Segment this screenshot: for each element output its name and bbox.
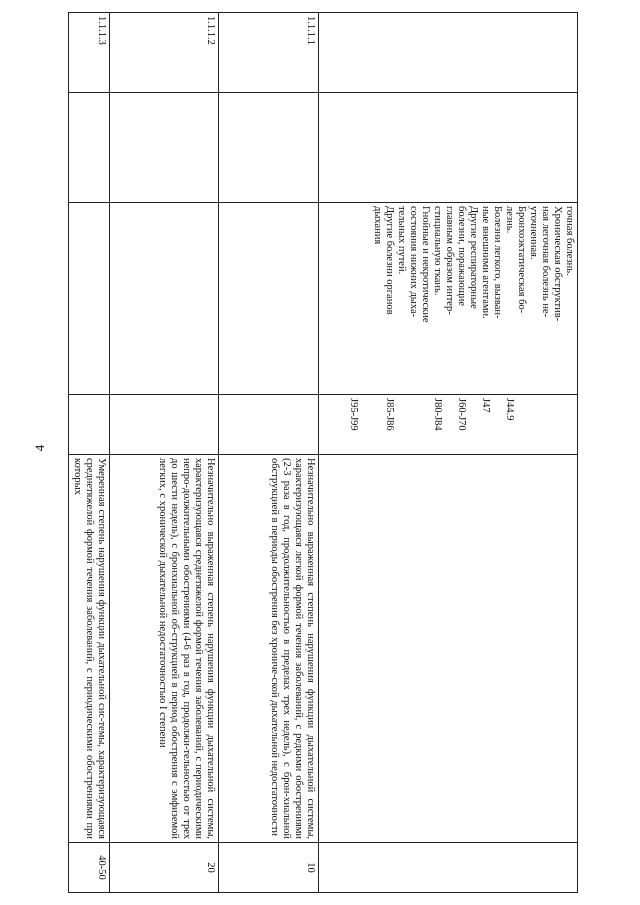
row-percent: 10 xyxy=(219,843,319,893)
diagnosis-line: Болезни легкого, вызван- xyxy=(492,206,503,319)
icd-cell xyxy=(319,395,578,455)
icd-code: J44.9 xyxy=(504,398,515,421)
table-row xyxy=(69,13,110,893)
icd-code: J85-J86 xyxy=(384,398,395,431)
page-number: 4 xyxy=(32,444,47,452)
class-cell xyxy=(219,93,319,203)
rotated-table-container xyxy=(72,12,578,892)
icd-code: J60-J70 xyxy=(456,398,467,431)
diagnosis-cell xyxy=(219,203,319,395)
diagnosis-line: Другие респираторные xyxy=(468,206,479,309)
diagnosis-line: стициальную ткань. xyxy=(432,206,443,296)
diagnosis-line: главным образом интер- xyxy=(444,206,455,315)
diagnosis-cell xyxy=(319,203,578,395)
table-row xyxy=(219,13,319,893)
percent-cell xyxy=(319,843,578,893)
class-cell xyxy=(110,93,219,203)
row-description: Умеренная степень нарушения функции дыхательной сис-темы, характеризующаяся среднетяжелой формой течения заболеваний, с периодическими обострениями при которых xyxy=(69,455,110,843)
diagnosis-line: лезнь. xyxy=(504,206,515,234)
class-cell xyxy=(319,93,578,203)
diagnosis-line: болезни, поражающие xyxy=(456,206,467,307)
row-code: 1.1.1.1 xyxy=(219,13,319,93)
table-row xyxy=(110,13,219,893)
row-description: Незначительно выраженная степень нарушения функции дыхательной системы, характеризующаяся легкой формой течения заболеваний, с редкими обострениями (2-3 раза в год, продолжительностью в пределах трех недель), с брон-хиальной обструкцией в периоды обострения без хрониче-ской дыхательной недостаточности xyxy=(219,455,319,843)
diagnosis-line: ная легочная болезнь не- xyxy=(540,206,551,318)
disability-criteria-table xyxy=(68,12,578,893)
diagnosis-line: гочная болезнь. xyxy=(564,206,575,276)
diagnosis-line: тельных путей. xyxy=(396,206,407,275)
class-cell xyxy=(69,93,110,203)
row-description: Незначительно выраженная степень нарушения функции дыхательной системы, характеризующаяся среднетяжелой формой течения заболеваний, с периодическими непро-должительными обострениями (4-6 раз в год, продолжи-тельностью от трех до шести недель), с бронхиальной об-струкцией в период обострения с эмфиземой легких, с хронической дыхательной недостаточностью I степени xyxy=(110,455,219,843)
icd-code: J80-J84 xyxy=(432,398,443,431)
diagnosis-cell xyxy=(69,203,110,395)
diagnosis-line: Бронхоэктатическая бо- xyxy=(516,206,527,314)
continuation-row xyxy=(319,13,578,893)
diagnosis-line: дыхания xyxy=(372,206,383,245)
row-code: 1.1.1.3 xyxy=(69,13,110,93)
icd-cell xyxy=(110,395,219,455)
icd-cell xyxy=(219,395,319,455)
row-percent: 40-50 xyxy=(69,843,110,893)
diagnosis-cell xyxy=(110,203,219,395)
icd-code: J95-J99 xyxy=(348,398,359,431)
row-code: 1.1.1.2 xyxy=(110,13,219,93)
diagnosis-line: ные внешними агентами. xyxy=(480,206,491,319)
code-cell xyxy=(319,13,578,93)
diagnosis-line: Гнойные и некротические xyxy=(420,206,431,323)
description-cell xyxy=(319,455,578,843)
diagnosis-line: состояния нижних дыха- xyxy=(408,206,419,318)
diagnosis-line: уточненная. xyxy=(528,206,539,260)
row-percent: 20 xyxy=(110,843,219,893)
diagnosis-line: Хроническая обструктив- xyxy=(552,206,563,322)
icd-code: J47 xyxy=(480,398,491,413)
diagnosis-line: Другие болезни органов xyxy=(384,206,395,315)
icd-cell xyxy=(69,395,110,455)
